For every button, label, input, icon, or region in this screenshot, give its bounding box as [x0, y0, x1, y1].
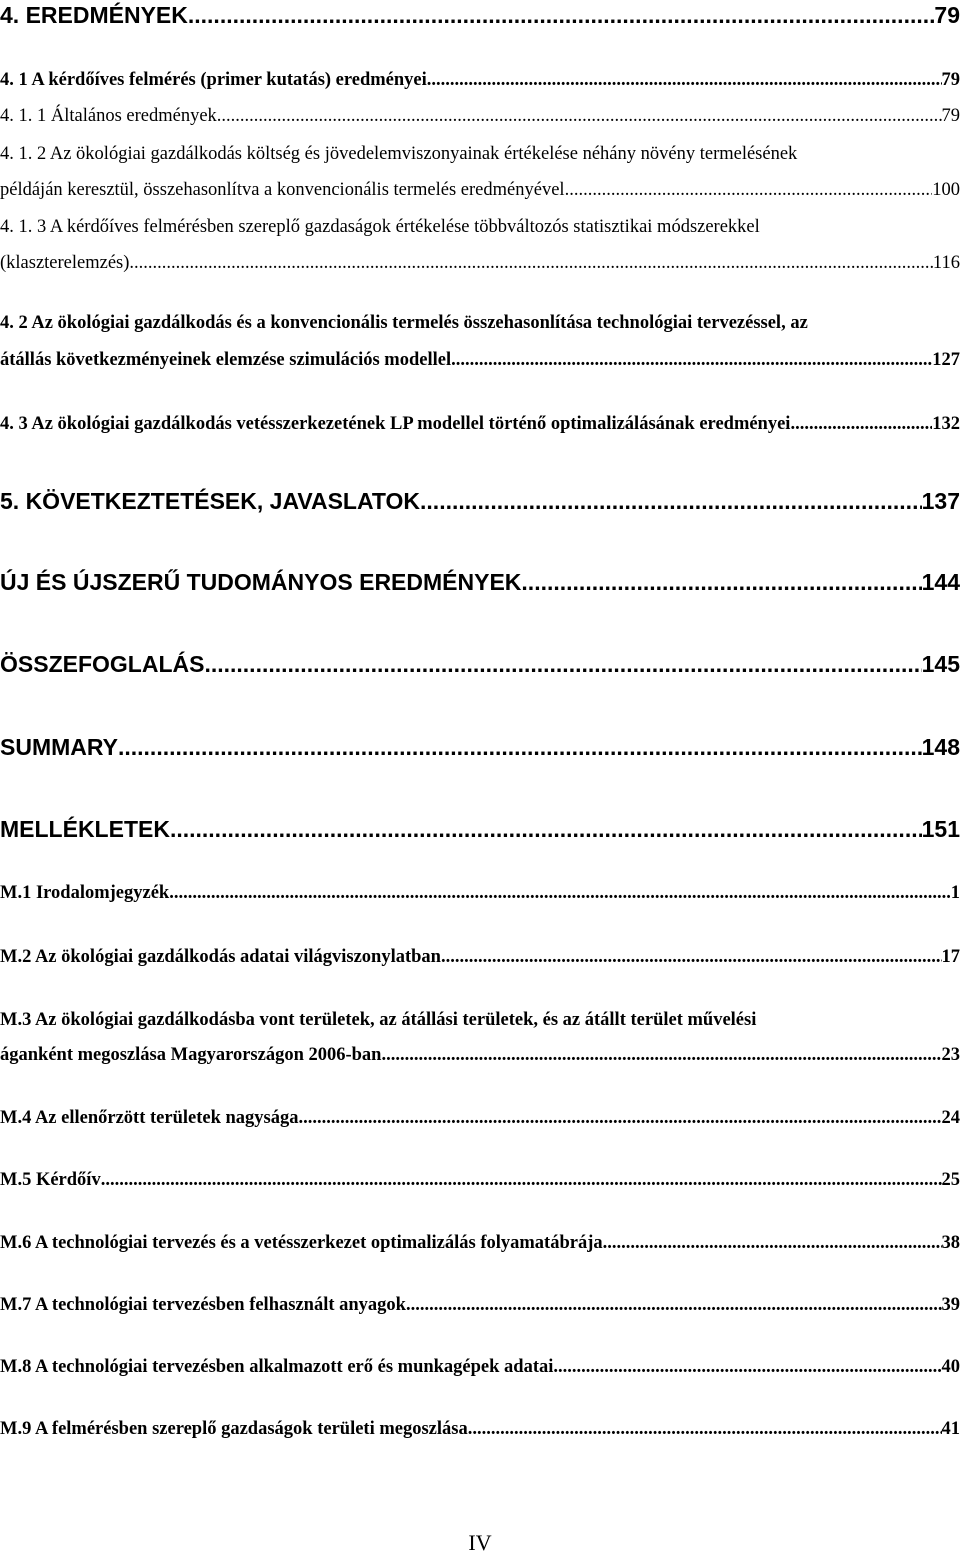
toc-entry-title: SUMMARY [0, 734, 118, 761]
toc-entry-title: MELLÉKLETEK [0, 816, 170, 843]
toc-entry-4-1-2-line1[interactable]: 4. 1. 2 Az ökológiai gazdálkodás költség és jövedelemviszonyainak értékelése néhány növény termelésének [0, 144, 797, 165]
dot-leader [406, 1295, 942, 1316]
toc-entry-summary-en[interactable] [0, 734, 960, 761]
toc-entry-m7[interactable] [0, 1295, 960, 1316]
toc-entry-page: 23 [942, 1045, 960, 1066]
toc-entry-title: M.1 Irodalomjegyzék [0, 883, 169, 904]
toc-entry-title: (klaszterelemzés) [0, 253, 129, 274]
toc-entry-title: 4. 1. 1 Általános eredmények [0, 106, 217, 127]
page-number: IV [0, 1530, 960, 1556]
toc-entry-chapter-5[interactable] [0, 488, 960, 515]
dot-leader [553, 1357, 941, 1378]
dot-leader [468, 1419, 942, 1440]
dot-leader [129, 253, 933, 274]
toc-entry-page: 148 [922, 734, 960, 761]
dot-leader [299, 1108, 942, 1129]
toc-entry-page: 151 [922, 816, 960, 843]
toc-entry-page: 116 [933, 253, 960, 274]
dot-leader [451, 350, 932, 371]
toc-entry-title: 4. 3 Az ökológiai gazdálkodás vetésszerkezetének LP modellel történő optimalizálásának eredményei [0, 414, 790, 435]
toc-entry-title: átállás következményeinek elemzése szimulációs modellel [0, 350, 451, 371]
toc-entry-4-2[interactable] [0, 350, 960, 371]
toc-entry-page: 39 [942, 1295, 960, 1316]
dot-leader [101, 1170, 942, 1191]
toc-entry-m1[interactable] [0, 883, 960, 904]
dot-leader [118, 734, 922, 761]
toc-entry-4-3[interactable] [0, 414, 960, 435]
toc-entry-page: 144 [922, 569, 960, 596]
toc-entry-m9[interactable] [0, 1419, 960, 1440]
dot-leader [603, 1233, 942, 1254]
toc-entry-title: 5. KÖVETKEZTETÉSEK, JAVASLATOK [0, 488, 420, 515]
toc-entry-title: 4. EREDMÉNYEK [0, 2, 188, 29]
dot-leader [381, 1045, 941, 1066]
toc-entry-page: 24 [942, 1108, 960, 1129]
toc-entry-4-1-3-line1[interactable]: 4. 1. 3 A kérdőíves felmérésben szereplő gazdaságok értékelése többváltozós statisztikai módszerekkel [0, 217, 760, 238]
toc-entry-page: 17 [942, 947, 960, 968]
toc-entry-title: ÖSSZEFOGLALÁS [0, 651, 204, 678]
toc-entry-title: M.2 Az ökológiai gazdálkodás adatai világviszonylatban [0, 947, 441, 968]
toc-entry-title: M.4 Az ellenőrzött területek nagysága [0, 1108, 299, 1129]
toc-entry-4-1-2[interactable] [0, 180, 960, 201]
toc-entry-title: M.9 A felmérésben szereplő gazdaságok területi megoszlása [0, 1419, 468, 1440]
toc-entry-page: 79 [942, 106, 960, 127]
toc-entry-page: 127 [932, 350, 960, 371]
toc-entry-title: ÚJ ÉS ÚJSZERŰ TUDOMÁNYOS EREDMÉNYEK [0, 569, 521, 596]
dot-leader [170, 816, 922, 843]
toc-entry-m4[interactable] [0, 1108, 960, 1129]
dot-leader [420, 488, 922, 515]
toc-entry-m8[interactable] [0, 1357, 960, 1378]
toc-entry-page: 40 [942, 1357, 960, 1378]
toc-entry-m3-line1[interactable]: M.3 Az ökológiai gazdálkodásba vont területek, az átállási területek, és az átállt terület művelési [0, 1010, 756, 1031]
toc-entry-page: 79 [934, 2, 960, 29]
dot-leader [188, 2, 935, 29]
dot-leader [217, 106, 942, 127]
toc-entry-4-1-3[interactable] [0, 253, 960, 274]
toc-entry-page: 137 [922, 488, 960, 515]
toc-entry-page: 100 [932, 180, 960, 201]
toc-entry-m6[interactable] [0, 1233, 960, 1254]
dot-leader [521, 569, 921, 596]
toc-entry-page: 132 [932, 414, 960, 435]
toc-entry-title: M.8 A technológiai tervezésben alkalmazott erő és munkagépek adatai [0, 1357, 553, 1378]
toc-entry-page: 41 [942, 1419, 960, 1440]
toc-entry-page: 25 [942, 1170, 960, 1191]
dot-leader [204, 651, 921, 678]
dot-leader [427, 70, 942, 91]
toc-entry-title: M.5 Kérdőív [0, 1170, 101, 1191]
toc-entry-m3[interactable] [0, 1045, 960, 1066]
dot-leader [441, 947, 942, 968]
toc-entry-title: áganként megoszlása Magyarországon 2006-ban [0, 1045, 381, 1066]
toc-entry-page: 1 [951, 883, 960, 904]
toc-entry-page: 145 [922, 651, 960, 678]
dot-leader [169, 883, 951, 904]
toc-entry-chapter-4[interactable] [0, 2, 960, 29]
toc-entry-summary-hu[interactable] [0, 651, 960, 678]
toc-entry-title: példáján keresztül, összehasonlítva a konvencionális termelés eredményével [0, 180, 565, 201]
toc-entry-title: 4. 1 A kérdőíves felmérés (primer kutatás) eredményei [0, 70, 427, 91]
toc-entry-new-results[interactable] [0, 569, 960, 596]
toc-entry-title: M.6 A technológiai tervezés és a vetésszerkezet optimalizálás folyamatábrája [0, 1233, 603, 1254]
dot-leader [565, 180, 933, 201]
dot-leader [790, 414, 932, 435]
toc-entry-appendices[interactable] [0, 816, 960, 843]
toc-entry-4-1[interactable] [0, 70, 960, 91]
toc-entry-page: 38 [942, 1233, 960, 1254]
toc-entry-page: 79 [942, 70, 960, 91]
toc-entry-4-1-1[interactable] [0, 106, 960, 127]
toc-entry-4-2-line1[interactable]: 4. 2 Az ökológiai gazdálkodás és a konvencionális termelés összehasonlítása technológiai tervezéssel, az [0, 313, 808, 334]
toc-entry-m5[interactable] [0, 1170, 960, 1191]
toc-entry-m2[interactable] [0, 947, 960, 968]
toc-entry-title: M.7 A technológiai tervezésben felhasznált anyagok [0, 1295, 406, 1316]
